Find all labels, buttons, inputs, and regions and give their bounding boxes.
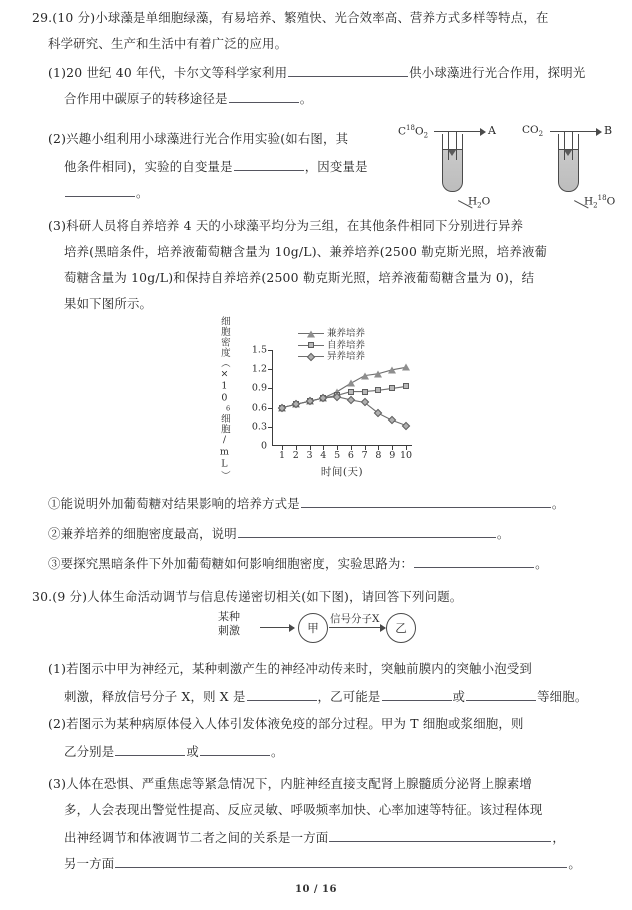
q29-sub3-line1: (3)科研人员将自养培养 4 天的小球藻平均分为三组，在其他条件相同下分别进行异养 <box>48 218 524 233</box>
answer-blank[interactable] <box>234 157 304 171</box>
q29-item3-text-b: 。 <box>535 556 548 571</box>
answer-blank[interactable] <box>200 742 270 756</box>
chart-data-point <box>403 383 409 389</box>
inlet-pipe <box>434 131 482 132</box>
chart-data-point <box>402 364 410 371</box>
tube-unit-right <box>514 118 626 210</box>
answer-blank[interactable] <box>329 828 551 842</box>
chart-y-tick-mark <box>268 427 272 428</box>
q29-item2-text-a: ②兼养培养的细胞密度最高，说明 <box>48 526 237 541</box>
node-jia: 甲 <box>298 613 328 643</box>
q29-item3 <box>48 554 548 572</box>
q30-sub3-line2: 多，人会表现出警觉性提高、反应灵敏、呼吸频率加快、心率加速等特征。该过程体现 <box>64 802 543 817</box>
test-tube-body-left <box>442 134 463 192</box>
chart-y-tick-mark <box>268 369 272 370</box>
cell-density-chart <box>212 315 424 483</box>
q29-sub1-line1 <box>48 63 585 81</box>
q29-sub1-line2 <box>64 89 312 107</box>
chart-x-tick-label: 10 <box>399 450 413 461</box>
q29-item1 <box>48 494 564 512</box>
q29-item2 <box>48 524 509 542</box>
outlet-label-right: B <box>604 124 613 137</box>
q30-sub1-line2-text-a: 刺激，释放信号分子 X，则 X 是 <box>64 689 246 704</box>
chart-x-tick-label: 8 <box>375 450 382 461</box>
q30-sub3-line4 <box>64 854 581 872</box>
q30-sub3-line4-text-a: 另一方面 <box>64 856 115 871</box>
q30-sub2-line2-text-a: 乙分别是 <box>64 744 115 759</box>
q30-sub2-line1: (2)若图示为某种病原体侵入人体引发体液免疫的部分过程。甲为 T 细胞或浆细胞，则 <box>48 716 524 731</box>
tube-inner-tube-left <box>564 134 565 160</box>
chart-y-tick-label: 0.9 <box>251 382 267 394</box>
q30-sub2-line2 <box>64 742 284 760</box>
chart-series-line <box>282 386 406 407</box>
legend-label: 异养培养 <box>327 351 366 362</box>
chart-x-tick-mark <box>392 446 393 450</box>
tube-inner-tube-right <box>572 134 573 160</box>
chart-y-tick-mark <box>268 350 272 351</box>
arrow-jia-to-yi-icon <box>329 627 385 628</box>
chart-data-point <box>374 370 382 377</box>
q29-stem-line1: 29.(10 分)小球藻是单细胞绿藻，有易培养、繁殖快、光合效率高、营养方式多样等特点，在 <box>32 10 549 25</box>
chart-data-point <box>348 389 354 395</box>
q30-sub1-line2-text-d: 等细胞。 <box>537 689 588 704</box>
q30-sub1-line2-text-b: ，乙可能是 <box>317 689 381 704</box>
q29-item2-text-b: 。 <box>496 526 510 541</box>
chart-y-tick-mark <box>268 408 272 409</box>
q30-sub1-line1: (1)若图示中甲为神经元，某种刺激产生的神经冲动传来时，突触前膜内的突触小泡受到 <box>48 661 533 676</box>
q30-stem-line1: 30.(9 分)人体生命活动调节与信息传递密切相关(如下图)，请回答下列问题。 <box>32 589 463 604</box>
test-tube-body-right <box>558 134 579 192</box>
answer-blank[interactable] <box>288 63 408 77</box>
chart-x-axis-label: 时间(天) <box>320 466 364 478</box>
q30-sub1-line2 <box>64 687 587 705</box>
q30-sub3-line3-text-a: 出神经调节和体液调节二者之间的关系是一方面 <box>64 830 329 845</box>
chart-y-tick-mark <box>268 388 272 389</box>
arrow-stimulus-to-jia-icon <box>260 627 294 628</box>
q29-sub2-line2-text-a: 他条件相同)，实验的自变量是 <box>64 159 233 174</box>
answer-blank[interactable] <box>466 687 536 701</box>
q29-sub3-line2: 培养(黑暗条件，培养液葡萄糖含量为 10g/L)、兼养培养(2500 勒克斯光照，培养液葡 <box>64 244 548 259</box>
q29-item1-text-b: 。 <box>551 496 565 511</box>
chart-x-tick-label: 5 <box>334 450 341 461</box>
q29-sub2-line3 <box>64 183 149 201</box>
node-yi: 乙 <box>386 613 416 643</box>
gas-inlet-label-right: $CO_2$ <box>522 124 544 139</box>
chart-data-point <box>361 372 369 379</box>
chart-x-tick-label: 6 <box>347 450 354 461</box>
answer-blank[interactable] <box>229 89 299 103</box>
q30-sub2-line2-text-b: 或 <box>186 744 199 759</box>
down-arrow-icon <box>564 150 572 156</box>
q30-sub3-line3 <box>64 828 565 846</box>
chart-x-tick-mark <box>337 446 338 450</box>
water-label-left: $H_2O$ <box>468 195 491 210</box>
tube-inner-tube-right <box>456 134 457 160</box>
chart-x-tick-mark <box>406 446 407 450</box>
q29-stem-line2: 科学研究、生产和生活中有着广泛的应用。 <box>48 36 288 51</box>
q29-sub1-line1-text-a: (1)20 世纪 40 年代，卡尔文等科学家利用 <box>48 65 288 80</box>
q29-sub3-line4: 果如下图所示。 <box>64 296 153 311</box>
chart-data-point <box>388 366 396 373</box>
answer-blank[interactable] <box>414 554 534 568</box>
page-footer: 10 / 16 <box>295 884 337 895</box>
water-label-right: $H_2^{18}O$ <box>584 194 616 210</box>
stimulus-label-line1: 某种 <box>218 610 240 623</box>
chart-x-tick-label: 2 <box>292 450 299 461</box>
q29-sub1-line2-text-b: 。 <box>299 91 313 106</box>
chart-x-tick-mark <box>378 446 379 450</box>
chart-y-tick-label: 1.2 <box>251 363 267 375</box>
signal-flow-diagram <box>218 605 418 651</box>
tube-inner-tube-left <box>448 134 449 160</box>
chart-x-tick-label: 1 <box>278 450 286 461</box>
chart-x-tick-mark <box>310 446 311 450</box>
chart-y-tick-label: 0.6 <box>251 402 267 414</box>
q30-sub3-line1: (3)人体在恐惧、严重焦虑等紧急情况下，内脏神经直接支配肾上腺髓质分泌肾上腺素增 <box>48 776 533 791</box>
gas-inlet-label-left: $C^{18}O_2$ <box>398 124 429 140</box>
chart-x-tick-mark <box>365 446 366 450</box>
chart-series-layer <box>272 350 412 446</box>
chart-x-tick-mark <box>351 446 352 450</box>
q30-sub3-line4-text-b: 。 <box>568 856 581 871</box>
q30-sub2-line2-text-c: 。 <box>270 744 284 759</box>
q29-sub2-line2 <box>64 157 368 175</box>
photosynthesis-tube-figure <box>398 118 630 210</box>
q29-sub3-line3: 萄糖含量为 10g/L)和保持自养培养(2500 勒克斯光照，培养液葡萄糖含量为 0)，结 <box>64 270 535 285</box>
q29-sub2-line3-text: 。 <box>136 185 149 200</box>
chart-x-tick-label: 7 <box>361 450 368 461</box>
chart-x-tick-mark <box>282 446 283 450</box>
chart-y-tick-label: 1.5 <box>251 344 267 356</box>
stimulus-label-line2: 刺激 <box>218 624 240 637</box>
outlet-arrow-icon <box>480 128 486 136</box>
signal-molecule-label: 信号分子X <box>330 613 380 625</box>
legend-item-0 <box>298 328 365 340</box>
chart-x-tick-label: 3 <box>306 450 313 461</box>
chart-x-tick-mark <box>323 446 324 450</box>
legend-label: 兼养培养 <box>327 328 366 339</box>
q29-sub1-line1-text-b: 供小球藻进行光合作用，探明光 <box>409 65 586 80</box>
inlet-pipe <box>550 131 598 132</box>
chart-y-axis-label <box>212 315 240 481</box>
chart-x-tick-label: 4 <box>320 450 327 461</box>
stimulus-label <box>218 610 240 638</box>
q30-sub3-line3-text-b: ， <box>552 830 565 845</box>
y-axis-label-text: 细胞密度（$\times 10^6$细胞/mL） <box>218 315 233 481</box>
legend-label: 自养培养 <box>327 339 366 351</box>
legend-swatch-triangle-icon <box>298 329 324 339</box>
q29-item3-text-a: ③要探究黑暗条件下外加葡萄糖如何影响细胞密度，实验思路为： <box>48 556 414 571</box>
answer-blank[interactable] <box>301 494 551 508</box>
chart-y-tick-label: 0 <box>260 440 267 452</box>
answer-blank[interactable] <box>115 854 567 868</box>
q29-sub1-line2-text-a: 合作用中碳原子的转移途径是 <box>64 91 228 106</box>
chart-x-tick-mark <box>296 446 297 450</box>
answer-blank[interactable] <box>238 524 496 538</box>
answer-blank[interactable] <box>65 183 135 197</box>
chart-data-point <box>347 380 355 387</box>
chart-data-point <box>389 385 395 391</box>
down-arrow-icon <box>448 150 456 156</box>
chart-data-point <box>375 387 381 393</box>
answer-blank[interactable] <box>115 742 185 756</box>
chart-y-tick-label: 0.3 <box>251 421 267 433</box>
outlet-label-left: A <box>488 124 496 137</box>
tube-unit-left <box>398 118 510 210</box>
answer-blank[interactable] <box>247 687 317 701</box>
legend-swatch-square-icon <box>298 340 324 350</box>
q30-sub1-line2-text-c: 或 <box>452 689 466 704</box>
answer-blank[interactable] <box>382 687 452 701</box>
q29-sub2-line2-text-b: ，因变量是 <box>304 159 368 174</box>
q29-item1-text-a: ①能说明外加葡萄糖对结果影响的培养方式是 <box>48 496 300 511</box>
chart-data-point <box>362 389 368 395</box>
chart-x-tick-label: 9 <box>389 450 396 461</box>
q29-sub2-line1: (2)兴趣小组利用小球藻进行光合作用实验(如右图，其 <box>48 131 349 146</box>
chart-series-line <box>282 397 406 426</box>
outlet-arrow-icon <box>596 128 602 136</box>
